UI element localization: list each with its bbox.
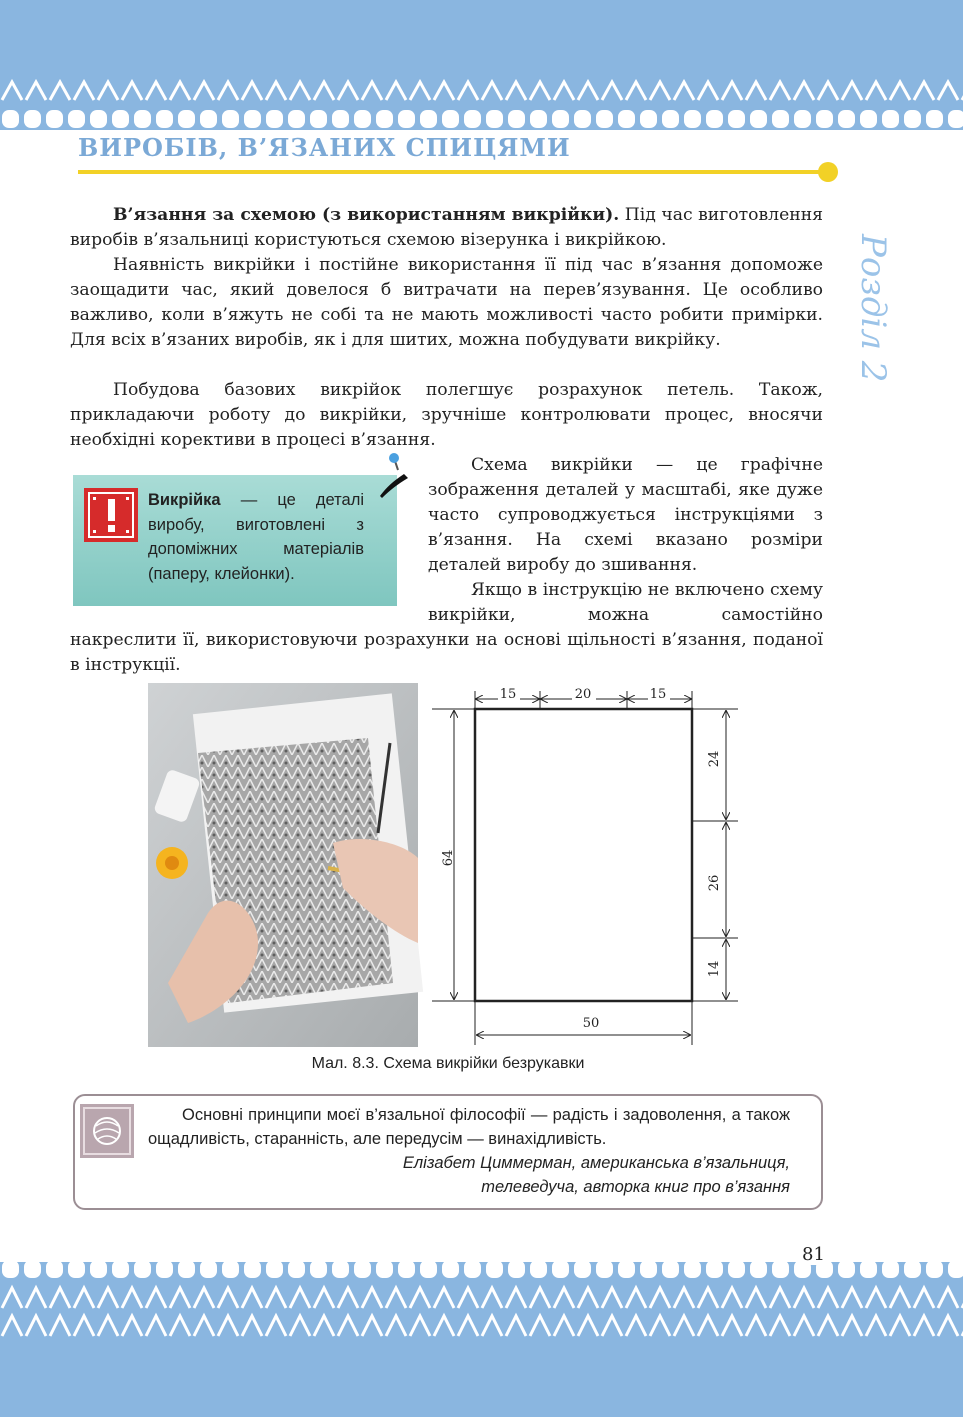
paragraph-intro-bold: В’язання за схемою (з використанням викрійки). — [113, 205, 620, 225]
paragraph-intro-rest: Під час виготовлення виробів в’язальниці користуються схемою візерунка і викрійкою. — [70, 205, 823, 250]
definition-text — [148, 488, 364, 586]
side-label-text: Розділ 2 — [853, 234, 893, 383]
dim-top-right: 15 — [649, 687, 667, 702]
figure-caption: Мал. 8.3. Схема викрійки безрукавки — [311, 1055, 585, 1072]
dim-top-middle: 20 — [574, 687, 592, 702]
dim-bottom-width: 50 — [582, 1016, 600, 1031]
warning-exclamation-icon — [84, 488, 138, 542]
pin-icon — [374, 452, 414, 500]
dim-left-height: 64 — [441, 849, 456, 867]
paragraph-no-scheme-continued: накреслити її, використовуючи розрахунки на основі щільності в’язання, поданої в інструкції. — [70, 630, 823, 675]
header-accent-dot — [818, 162, 838, 182]
section-side-label — [848, 232, 893, 402]
dim-right-top: 24 — [707, 750, 722, 768]
definition-body: — це деталі виробу, виготовлені з допоміжних матеріалів (паперу, клейонки). — [148, 491, 364, 583]
yarn-ball-icon — [80, 1104, 134, 1158]
section-header-title: ВИРОБІВ, В’ЯЗАНИХ СПИЦЯМИ — [78, 133, 571, 162]
definition-term: Викрійка — [148, 491, 221, 509]
dim-top-left: 15 — [499, 687, 517, 702]
knitting-photo — [148, 683, 418, 1047]
top-scallop-border — [0, 108, 963, 132]
paragraph-no-scheme: Якщо в інструкцію не включено схему викрійки, можна самостійно — [428, 580, 823, 625]
paragraph-intro — [70, 203, 823, 253]
dim-right-middle: 26 — [707, 874, 722, 892]
quote-author-line2: телеведуча, авторка книг про в’язання — [481, 1178, 790, 1196]
bottom-knit-pattern-2 — [0, 1312, 963, 1342]
bottom-knit-pattern-1 — [0, 1284, 963, 1314]
pattern-rectangle — [475, 709, 692, 1001]
paragraph-scheme-definition: Схема викрійки — це графічне зображення деталей у масштабі, яке дуже часто супроводжується інструкціями з в’язання. На схемі вказано розміри деталей виробу до зшивання. — [428, 455, 823, 575]
dim-right-bottom: 14 — [707, 960, 722, 978]
page-number: 81 — [798, 1244, 829, 1265]
pattern-scheme-diagram — [430, 683, 740, 1045]
quote-text: Основні принципи моєї в’язальної філософії — радість і задоволення, а також ощадливість, старанність, але передусім — винахідливість. — [148, 1106, 790, 1148]
quote-author — [300, 1151, 790, 1199]
paragraph-base-patterns: Побудова базових викрійок полегшує розрахунок петель. Також, прикладаючи роботу до викрійки, зручніше контролювати процес, вносячи необхідні корективи в процесі в’язання. — [70, 380, 823, 450]
header-accent-line — [78, 170, 828, 174]
top-knit-pattern — [0, 78, 963, 106]
paragraph-pattern-usage: Наявність викрійки і постійне використання її під час в’язання допоможе заощадити час, який довелося б витрачати на перев’язування. Це особливо важливо, коли в’яжуть не собі та не мають можливості часто робити примірки. Для всіх в’язаних виробів, як і для шитих, можна побудувати викрійку. — [70, 255, 823, 350]
quote-author-line1: Елізабет Циммерман, американська в’язальниця, — [402, 1154, 790, 1172]
